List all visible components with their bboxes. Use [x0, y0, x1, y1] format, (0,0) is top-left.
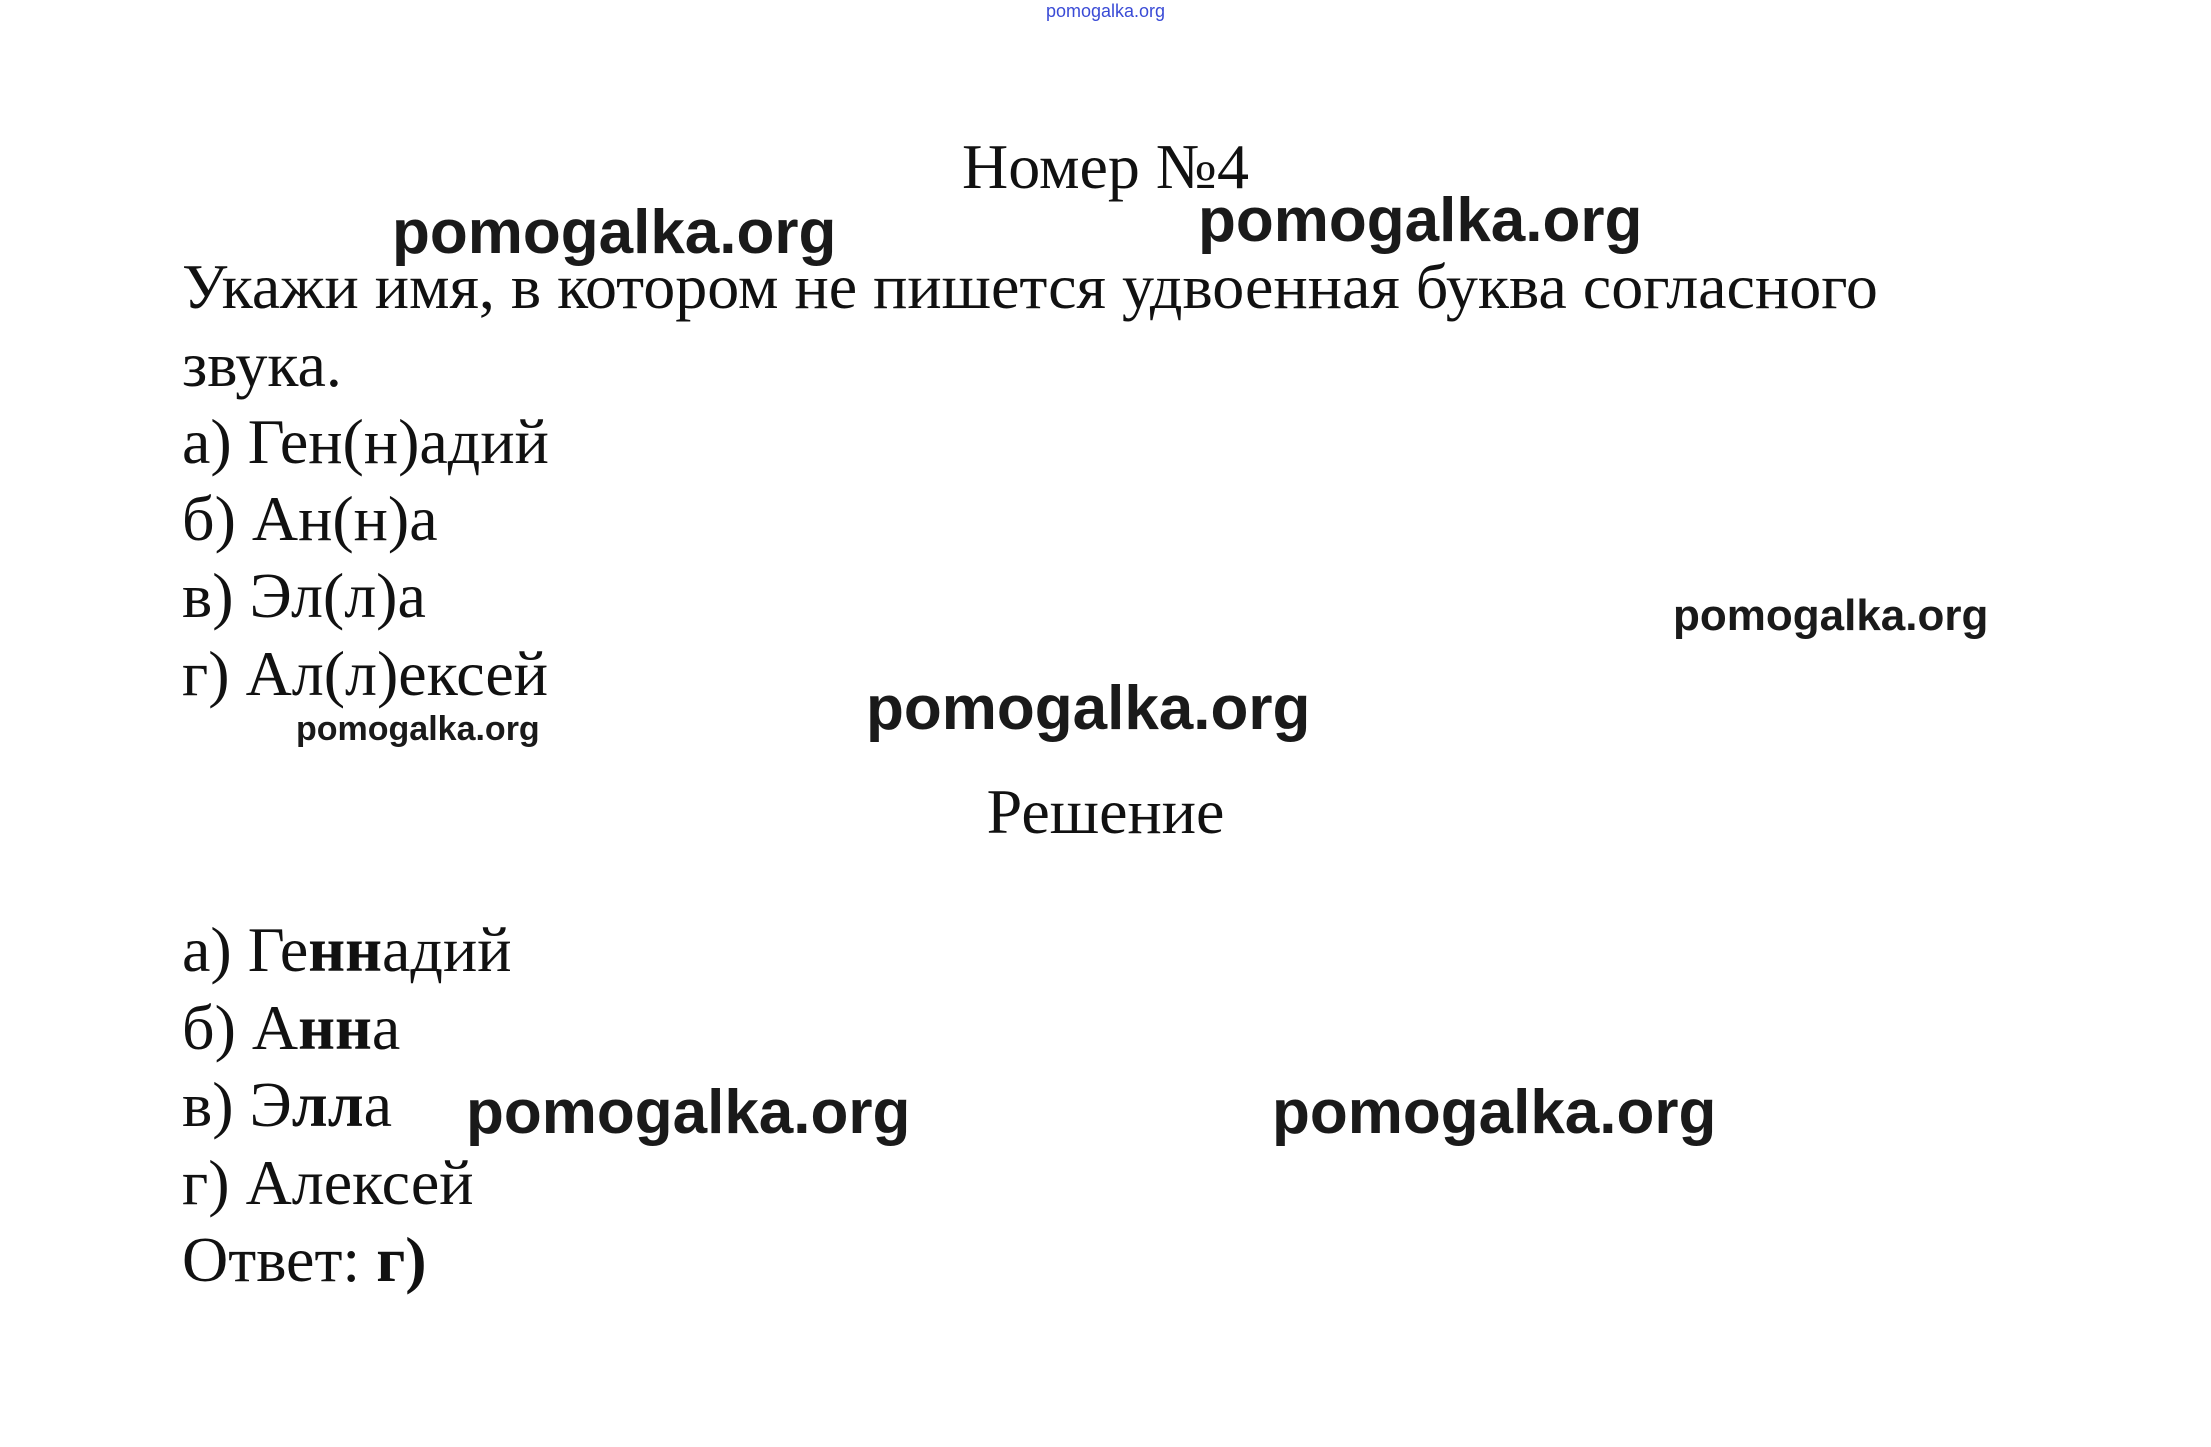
watermark: pomogalka.org: [466, 1078, 911, 1147]
question-line-1: Укажи имя, в котором не пишется удвоенная буква согласного: [182, 251, 1878, 322]
option-d: г) Ал(л)ексей: [182, 638, 549, 709]
solution-item-bold: нн: [298, 992, 372, 1063]
watermark: pomogalka.org: [866, 674, 1311, 743]
watermark-top: pomogalka.org: [1045, 1, 1166, 21]
solution-item-b: [182, 992, 401, 1063]
watermark: pomogalka.org: [1673, 591, 1989, 640]
watermark: pomogalka.org: [296, 710, 540, 748]
solution-item-prefix: а) Ге: [182, 914, 309, 985]
solution-item-bold: лл: [291, 1069, 364, 1140]
answer-value: г): [376, 1224, 427, 1295]
solution-item-suffix: адий: [382, 914, 512, 985]
watermark: pomogalka.org: [1198, 186, 1643, 255]
solution-item-prefix: б) А: [182, 992, 299, 1063]
solution-item-d: [182, 1147, 474, 1218]
solution-item-c: [182, 1069, 392, 1140]
solution-item-a: [182, 914, 512, 985]
solution-item-prefix: в) Э: [182, 1069, 292, 1140]
solution-item-suffix: а: [363, 1069, 392, 1140]
question-line-2: звука.: [182, 329, 342, 400]
option-c: в) Эл(л)а: [182, 560, 426, 631]
answer-label: Ответ:: [182, 1224, 377, 1295]
task-title: Номер №4: [962, 131, 1249, 202]
option-b: б) Ан(н)а: [182, 483, 438, 554]
solution-item-bold: нн: [308, 914, 382, 985]
watermark: pomogalka.org: [392, 198, 837, 267]
solution-title: Решение: [986, 776, 1225, 847]
solution-item-prefix: г) Алексей: [182, 1147, 474, 1218]
watermark: pomogalka.org: [1272, 1078, 1717, 1147]
answer-line: [182, 1224, 427, 1295]
solution-item-suffix: а: [371, 992, 401, 1063]
option-a: а) Ген(н)адий: [182, 406, 549, 477]
